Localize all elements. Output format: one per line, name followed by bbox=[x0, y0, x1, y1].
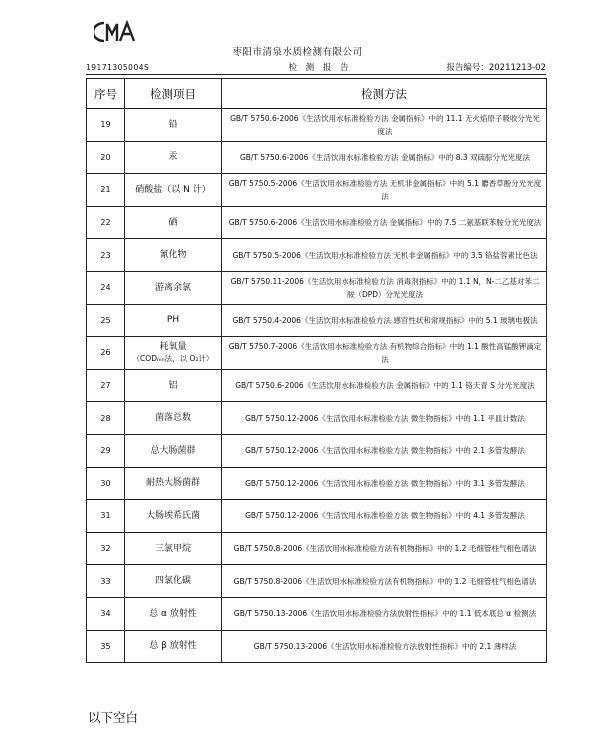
header-divider bbox=[86, 74, 546, 75]
test-item-cell bbox=[125, 369, 222, 402]
test-methods-table bbox=[86, 78, 547, 663]
table-row bbox=[87, 369, 547, 402]
test-item-cell bbox=[125, 500, 222, 533]
table-row bbox=[87, 141, 547, 174]
test-method: GB/T 5750.6-2006《生活饮用水标准检验方法 金属指标》中的 11.1 无火焰原子吸收分光光度法 bbox=[222, 109, 547, 142]
test-item: 氰化物 bbox=[159, 250, 187, 261]
test-item-cell bbox=[125, 532, 222, 565]
report-meta bbox=[86, 61, 546, 75]
table-row bbox=[87, 337, 547, 370]
column-header-no: 序号 bbox=[87, 79, 125, 109]
table-row bbox=[87, 174, 547, 207]
table-row bbox=[87, 402, 547, 435]
test-item-cell bbox=[125, 597, 222, 630]
company-name: 枣阳市清泉水质检测有限公司 bbox=[232, 47, 363, 58]
test-method: GB/T 5750.12-2006《生活饮用水标准检验方法 微生物指标》中的 3.1 多管发酵法 bbox=[222, 467, 547, 500]
row-number: 30 bbox=[87, 467, 125, 500]
blank-below-note: 以下空白 bbox=[88, 710, 139, 725]
row-number: 31 bbox=[87, 500, 125, 533]
test-method: GB/T 5750.6-2006《生活饮用水标准检验方法 金属指标》中的 7.5 二氨基联苯胺分光光度法 bbox=[222, 206, 547, 239]
test-method: GB/T 5750.13-2006《生活饮用水标准检验方法放射性指标》中的 2.1 薄样法 bbox=[222, 630, 547, 663]
test-method: GB/T 5750.13-2006《生活饮用水标准检验方法放射性指标》中的 1.1 低本底总 α 检测法 bbox=[222, 597, 547, 630]
test-method: GB/T 5750.6-2006《生活饮用水标准检验方法 金属指标》中的 1.1 铬天青 S 分光光度法 bbox=[222, 369, 547, 402]
test-method: GB/T 5750.8-2006《生活饮用水标准检验方法有机物指标》中的 1.2 毛细管柱气相色谱法 bbox=[222, 532, 547, 565]
test-item-cell bbox=[125, 109, 222, 142]
table-row bbox=[87, 304, 547, 337]
test-item: 四氯化碳 bbox=[154, 576, 191, 587]
table-row bbox=[87, 239, 547, 272]
row-number: 22 bbox=[87, 206, 125, 239]
test-item-cell bbox=[125, 239, 222, 272]
test-item: PH bbox=[166, 315, 180, 326]
row-number: 26 bbox=[87, 337, 125, 370]
test-method: GB/T 5750.7-2006《生活饮用水标准检验方法 有机物综合指标》中的 1.1 酸性高锰酸钾滴定法 bbox=[222, 337, 547, 370]
row-number: 19 bbox=[87, 109, 125, 142]
test-item: 大肠埃希氏菌 bbox=[145, 510, 200, 521]
test-item: 硒 bbox=[168, 217, 178, 228]
test-item-cell bbox=[125, 402, 222, 435]
test-item-cell bbox=[125, 141, 222, 174]
test-item-cell bbox=[125, 304, 222, 337]
test-method: GB/T 5750.5-2006《生活饮用水标准检验方法 无机非金属指标》中的 3.5 铬盐蓉素比色法 bbox=[222, 239, 547, 272]
test-item: 汞 bbox=[168, 152, 178, 163]
test-item: 铅 bbox=[168, 119, 178, 130]
test-item: 耐热大肠菌群 bbox=[145, 478, 200, 489]
table-row bbox=[87, 467, 547, 500]
test-item: 游离余氯 bbox=[154, 282, 191, 293]
test-method: GB/T 5750.11-2006《生活饮用水标准检验方法 消毒剂指标》中的 1.1 N，N-二乙基对苯二胺（DPD）分光光度法 bbox=[222, 271, 547, 304]
table-header-row bbox=[87, 79, 547, 109]
row-number: 24 bbox=[87, 271, 125, 304]
row-number: 23 bbox=[87, 239, 125, 272]
test-method: GB/T 5750.12-2006《生活饮用水标准检验方法 微生物指标》中的 1.1 平皿计数法 bbox=[222, 402, 547, 435]
table-row bbox=[87, 206, 547, 239]
test-item: 硝酸盐（以 N 计） bbox=[135, 184, 211, 195]
test-item-cell bbox=[125, 271, 222, 304]
table-row bbox=[87, 532, 547, 565]
row-number: 28 bbox=[87, 402, 125, 435]
cert-code: 19171305004S bbox=[86, 63, 150, 72]
test-method: GB/T 5750.5-2006《生活饮用水标准检验方法 无机非金属指标》中的 5.1 麝香草酚分光光度法 bbox=[222, 174, 547, 207]
test-item: 菌落总数 bbox=[154, 413, 191, 424]
test-item: 铝 bbox=[168, 380, 178, 391]
test-item-cell bbox=[125, 467, 222, 500]
report-title: 检 测 报 告 bbox=[288, 63, 352, 73]
table-row bbox=[87, 271, 547, 304]
test-item-cell bbox=[125, 565, 222, 598]
table-row bbox=[87, 597, 547, 630]
report-number: 报告编号：20211213-02 bbox=[446, 63, 546, 73]
test-item: 三氯甲烷 bbox=[154, 543, 191, 554]
row-number: 32 bbox=[87, 532, 125, 565]
cma-seal-icon bbox=[94, 19, 140, 45]
column-header-item: 检测项目 bbox=[125, 79, 222, 109]
test-item: 总 α 放射性 bbox=[149, 608, 197, 619]
test-item-cell bbox=[125, 630, 222, 663]
test-method: GB/T 5750.12-2006《生活饮用水标准检验方法 微生物指标》中的 2.1 多管发酵法 bbox=[222, 434, 547, 467]
test-item: 总 β 放射性 bbox=[149, 641, 197, 652]
test-method: GB/T 5750.4-2006《生活饮用水标准检验方法 感官性状和常规指标》中的 5.1 玻璃电极法 bbox=[222, 304, 547, 337]
row-number: 27 bbox=[87, 369, 125, 402]
row-number: 21 bbox=[87, 174, 125, 207]
test-item-cell bbox=[125, 434, 222, 467]
test-item-cell bbox=[125, 174, 222, 207]
test-item: 总大肠菌群 bbox=[150, 445, 196, 456]
row-number: 20 bbox=[87, 141, 125, 174]
table-row bbox=[87, 565, 547, 598]
row-number: 33 bbox=[87, 565, 125, 598]
test-item: 耗氧量 bbox=[159, 341, 187, 352]
test-method: GB/T 5750.8-2006《生活饮用水标准检验方法有机物指标》中的 1.2 毛细管柱气相色谱法 bbox=[222, 565, 547, 598]
row-number: 35 bbox=[87, 630, 125, 663]
test-item-note: （CODₘₙ法，以 O₂计） bbox=[132, 353, 214, 363]
test-method: GB/T 5750.6-2006《生活饮用水标准检验方法 金属指标》中的 8.3 双硫腙分光光度法 bbox=[222, 141, 547, 174]
table-row bbox=[87, 109, 547, 142]
table-row bbox=[87, 500, 547, 533]
column-header-method: 检测方法 bbox=[222, 79, 547, 109]
test-item-cell bbox=[125, 206, 222, 239]
table-row bbox=[87, 630, 547, 663]
row-number: 34 bbox=[87, 597, 125, 630]
test-item-cell bbox=[125, 337, 222, 370]
test-method: GB/T 5750.12-2006《生活饮用水标准检验方法 微生物指标》中的 4.1 多管发酵法 bbox=[222, 500, 547, 533]
row-number: 29 bbox=[87, 434, 125, 467]
table-row bbox=[87, 434, 547, 467]
row-number: 25 bbox=[87, 304, 125, 337]
